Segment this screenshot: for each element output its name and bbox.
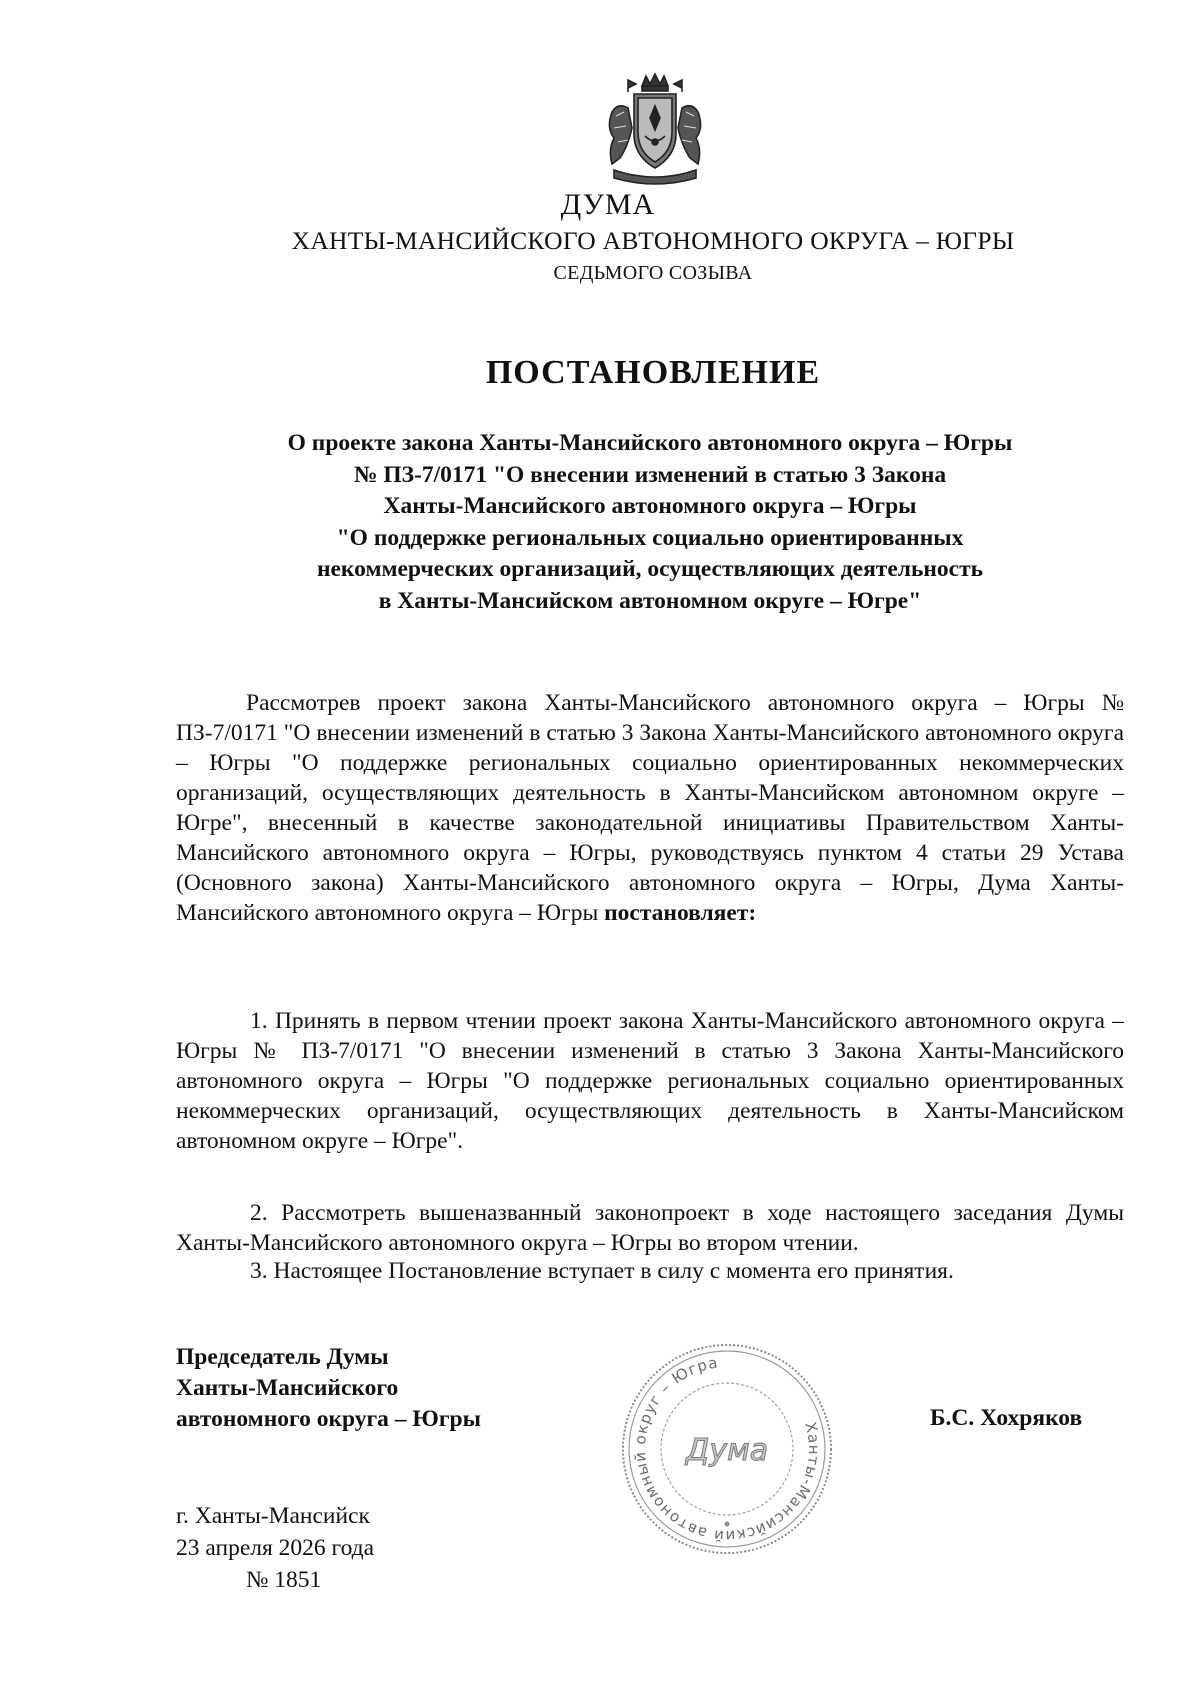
resolution-item-2: 2. Рассмотреть вышеназванный законопроект в ходе настоящего заседания Думы Ханты-Мансийского автономного округа – Югры во втором чтении. xyxy=(176,1200,1124,1256)
signatory-title-line: Председатель Думы xyxy=(176,1344,389,1370)
resolution-item-3: 3. Настоящее Постановление вступает в силу с момента его принятия. xyxy=(250,1258,954,1284)
resolution-item-1: 1. Принять в первом чтении проект закона Ханты-Мансийского автономного округа – Югры № ПЗ-7/0171 "О внесении изменений в статью 3 Закона Ханты-Мансийского автономного округа – Югры "О поддержке региональных социально ориентированных некоммерческих организаций, осуществляющих деятельность в Ханты-Мансийском автономном округе – Югре". xyxy=(176,1008,1124,1154)
place: г. Ханты-Мансийск xyxy=(176,1503,370,1529)
org-name: ДУМА xyxy=(560,188,656,221)
preamble-text: Рассмотрев проект закона Ханты-Мансийского автономного округа – Югры № ПЗ-7/0171 "О внесении изменений в статью 3 Закона Ханты-Мансийского автономного округа – Югры "О поддержке региональных социально ориентированных некоммерческих организаций, осуществляющих деятельность в Ханты-Мансийском автономном округе – Югре", внесенный в качестве законодательной инициативы Правительством Ханты-Мансийского автономного округа – Югры, руководствуясь пунктом 4 статьи 29 Устава (Основного закона) Ханты-Мансийского автономного округа – Югры, Дума Ханты-Мансийского автономного округа – Югры xyxy=(176,690,1124,926)
official-stamp-icon xyxy=(618,1340,836,1558)
date: 23 апреля 2026 года xyxy=(176,1535,375,1561)
khmao-coat-of-arms-icon xyxy=(598,72,712,190)
preamble-paragraph xyxy=(176,688,1124,928)
stamp-ring-text: Ханты-Мансийский автономный округ – Югра xyxy=(630,1353,824,1546)
signatory-title-line: автономного округа – Югры xyxy=(176,1406,481,1432)
signatory-title xyxy=(176,1342,481,1435)
subject-line: "О поддержке региональных социально ориентированных xyxy=(336,524,964,551)
subject-line: О проекте закона Ханты-Мансийского автономного округа – Югры xyxy=(287,430,1013,456)
signatory-name: Б.С. Хохряков xyxy=(930,1405,1083,1431)
subject-line: некоммерческих организаций, осуществляющих деятельность xyxy=(316,556,984,583)
document-number: № 1851 xyxy=(246,1567,322,1593)
org-region: ХАНТЫ-МАНСИЙСКОГО АВТОНОМНОГО ОКРУГА – ЮГРЫ xyxy=(291,226,1015,255)
stamp-center-text: Дума xyxy=(685,1433,769,1468)
document-type-heading: ПОСТАНОВЛЕНИЕ xyxy=(485,354,821,391)
document-subject xyxy=(170,428,1130,618)
place-date-number xyxy=(176,1500,374,1596)
subject-line: № ПЗ-7/0171 "О внесении изменений в статью 3 Закона xyxy=(353,461,947,488)
signatory-title-line: Ханты-Мансийского xyxy=(176,1375,399,1401)
convocation: СЕДЬМОГО СОЗЫВА xyxy=(553,262,753,284)
subject-line: в Ханты-Мансийском автономном округе – Югре" xyxy=(378,587,922,614)
resolves-word: постановляет: xyxy=(604,900,757,926)
subject-line: Ханты-Мансийского автономного округа – Югры xyxy=(383,493,917,520)
